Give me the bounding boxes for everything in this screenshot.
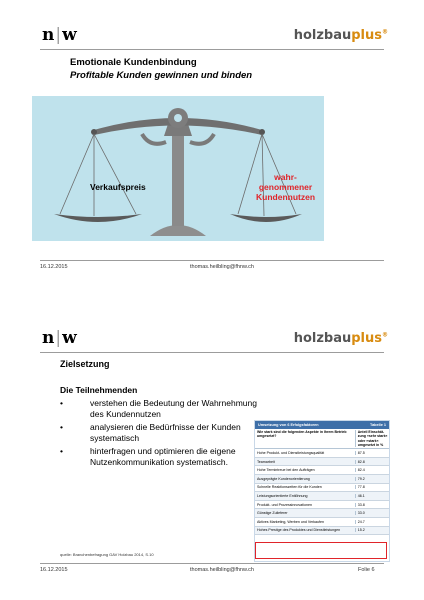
table-header: Umsetzung von 6 Erfolgsfaktoren Tabelle 1 <box>255 421 389 429</box>
table-row <box>255 518 389 527</box>
table-cell-value: 82.4 <box>355 468 389 472</box>
table-cell-value: 33.8 <box>355 503 389 507</box>
balance-scale-icon <box>32 96 324 241</box>
table-cell-value: 77.8 <box>355 485 389 489</box>
footer-divider <box>40 260 384 261</box>
fhnw-logo: n|w <box>42 328 77 348</box>
table-cell-value: 79.2 <box>355 477 389 481</box>
footer-page-number: Folie 6 <box>358 567 375 573</box>
slide-title: Zielsetzung <box>60 359 110 369</box>
source-note: quelle: Branchenbefragung GAV Holzbau 2014, S.10 <box>60 552 154 557</box>
scale-image <box>32 96 324 241</box>
slide-title: Emotionale Kundenbindung <box>70 57 197 68</box>
highlight-box <box>255 542 387 559</box>
table-row <box>255 466 389 475</box>
slide-2 <box>30 318 394 588</box>
bullet-item: • verstehen die Bedeutung der Wahrnehmung des Kundennutzen <box>60 398 257 419</box>
table-body <box>255 449 389 535</box>
table-row <box>255 484 389 493</box>
table-row <box>255 475 389 484</box>
table-row <box>255 449 389 458</box>
fhnw-logo: n|w <box>42 25 77 45</box>
table-cell-label: Hohe Produkt- und Dienstleistungsqualität <box>257 450 325 455</box>
table-cell-label: Hohes Prestige des Produktes und Dienstleistungen <box>257 528 341 533</box>
table-row <box>255 527 389 536</box>
footer-date: 16.12.2015 <box>40 567 68 573</box>
table-cell-value: 82.8 <box>355 460 389 464</box>
success-factors-table <box>254 420 390 562</box>
table-cell-label: Hohe Termintreue bei den Aufträgen <box>257 468 315 473</box>
table-cell-value: 87.5 <box>355 451 389 455</box>
footer-email: thomas.heilbling@fhnw.ch <box>190 264 254 270</box>
table-row <box>255 509 389 518</box>
footer-date: 16.12.2015 <box>40 264 68 270</box>
header-divider <box>40 49 384 50</box>
table-cell-label: Leistungsorientierte Entlöhnung <box>257 493 308 498</box>
table-cell-label: Teamarbeit <box>257 459 275 464</box>
table-cell-label: Aktives Marketing, Werben und Verkaufen <box>257 519 325 524</box>
table-cell-value: 15.2 <box>355 528 389 532</box>
slide-1 <box>30 15 394 285</box>
slide-subheading: Die Teilnehmenden <box>60 385 138 395</box>
table-row <box>255 458 389 467</box>
table-cell-value: 33.0 <box>355 511 389 515</box>
table-cell-value: 46.1 <box>355 494 389 498</box>
table-column-headers: Wie stark sind die folgenden Aspekte in Ihrem Betrieb umgesetzt? Anteil Einschät-zung »sehr stark« oder »stark« umgesetzt in % <box>255 429 389 449</box>
footer-email: thomas.heilbling@fhnw.ch <box>190 567 254 573</box>
bullet-item: • hinterfragen und optimieren die eigene Nutzenkommunikation systematisch. <box>60 446 236 467</box>
bullet-item: • analysieren die Bedürfnisse der Kunden systematisch <box>60 422 241 443</box>
holzbauplus-logo: holzbauplus® <box>293 28 388 43</box>
table-cell-value: 24.7 <box>355 520 389 524</box>
table-cell-label: Ausgeprägte Kundenorientierung <box>257 476 310 481</box>
slide-subtitle: Profitable Kunden gewinnen und binden <box>70 70 253 81</box>
label-kundennutzen: wahr- genommener Kundennutzen <box>256 172 316 202</box>
table-cell-label: Schnelle Reaktionszeiten für die Kunden <box>257 485 322 490</box>
holzbauplus-logo: holzbauplus® <box>293 331 388 346</box>
table-row <box>255 501 389 510</box>
header-divider <box>40 352 384 353</box>
bullet-list <box>60 398 260 470</box>
footer-divider <box>40 563 384 564</box>
table-cell-label: Produkt- und Prozessinnovationen <box>257 502 312 507</box>
table-cell-label: Günstige Zulieferer <box>257 511 288 516</box>
table-row <box>255 492 389 501</box>
label-verkaufspreis: Verkaufspreis <box>90 182 146 192</box>
